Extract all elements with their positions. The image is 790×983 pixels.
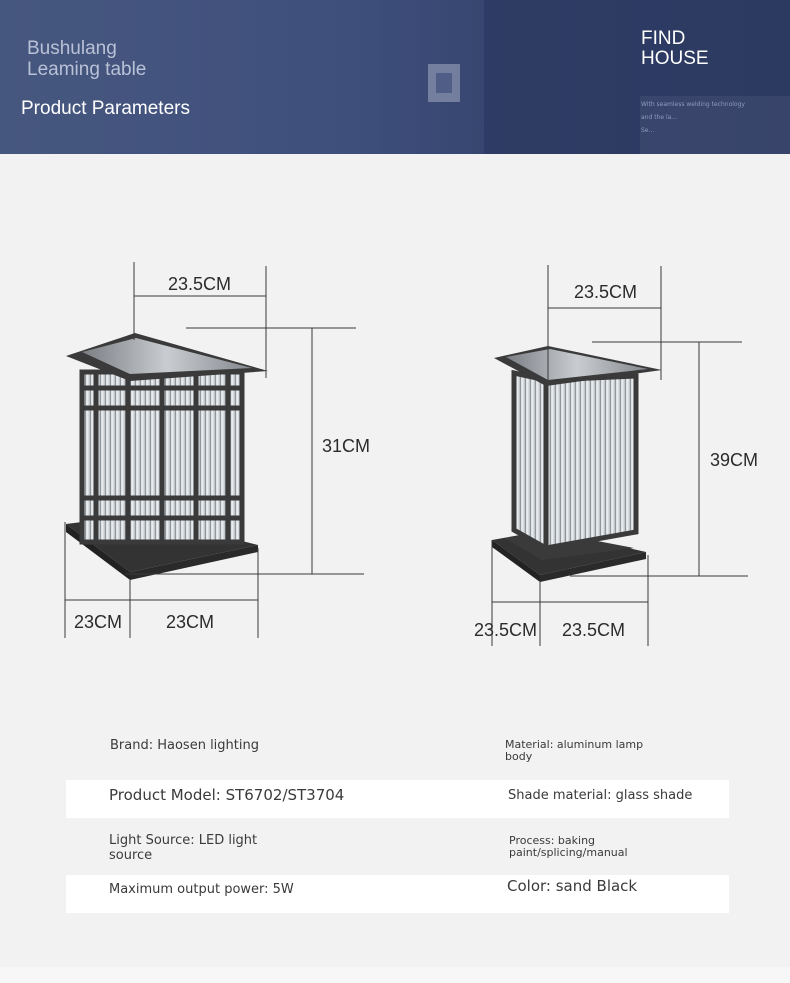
spec-brand: Brand: Haosen lighting — [110, 738, 259, 753]
lamp-1-top-width-label: 23.5CM — [168, 274, 232, 294]
spec-light-source — [109, 833, 257, 863]
spec-process — [509, 835, 628, 859]
lamp-2-top-width-label: 23.5CM — [574, 282, 638, 302]
page-footer-strip — [0, 967, 790, 983]
small-line-3: Se... — [641, 127, 655, 134]
spec-color: Color: sand Black — [507, 877, 638, 895]
small-line-2: and the la... — [641, 114, 678, 121]
spec-material — [505, 739, 643, 763]
spec-material-line-1: Material: aluminum lamp — [505, 738, 644, 751]
spec-light-line-1: Light Source: LED light — [109, 833, 258, 848]
lamp-1-height-label: 31CM — [322, 436, 371, 456]
lamp-2-base-depth-label: 23.5CM — [474, 620, 538, 640]
find-line-1: FIND — [641, 28, 686, 49]
lamp-2-glass-front — [546, 376, 636, 548]
spec-power: Maximum output power: 5W — [109, 882, 294, 897]
spec-shade: Shade material: glass shade — [508, 788, 693, 803]
small-line-1: With seamless welding technology — [641, 101, 745, 108]
spec-model: Product Model: ST6702/ST3704 — [109, 786, 345, 804]
brand-line-1: Bushulang — [27, 38, 117, 59]
lamp-2-illustration — [492, 346, 662, 582]
spec-light-line-2: source — [109, 848, 153, 863]
section-title: Product Parameters — [21, 98, 190, 119]
lamp-2-glass-side — [514, 373, 546, 548]
lamp-2-base-width-label: 23.5CM — [562, 620, 626, 640]
spec-process-line-2: paint/splicing/manual — [509, 846, 628, 859]
find-line-2: HOUSE — [641, 48, 709, 69]
spec-process-line-1: Process: baking — [509, 834, 596, 847]
lamp-2-height-label: 39CM — [710, 450, 759, 470]
lamp-1-base-depth-label: 23CM — [74, 612, 123, 632]
spec-material-line-2: body — [505, 750, 533, 763]
brand-line-2: Leaming table — [27, 59, 147, 80]
lamp-1-illustration — [66, 333, 268, 580]
lamp-1-base-width-label: 23CM — [166, 612, 215, 632]
